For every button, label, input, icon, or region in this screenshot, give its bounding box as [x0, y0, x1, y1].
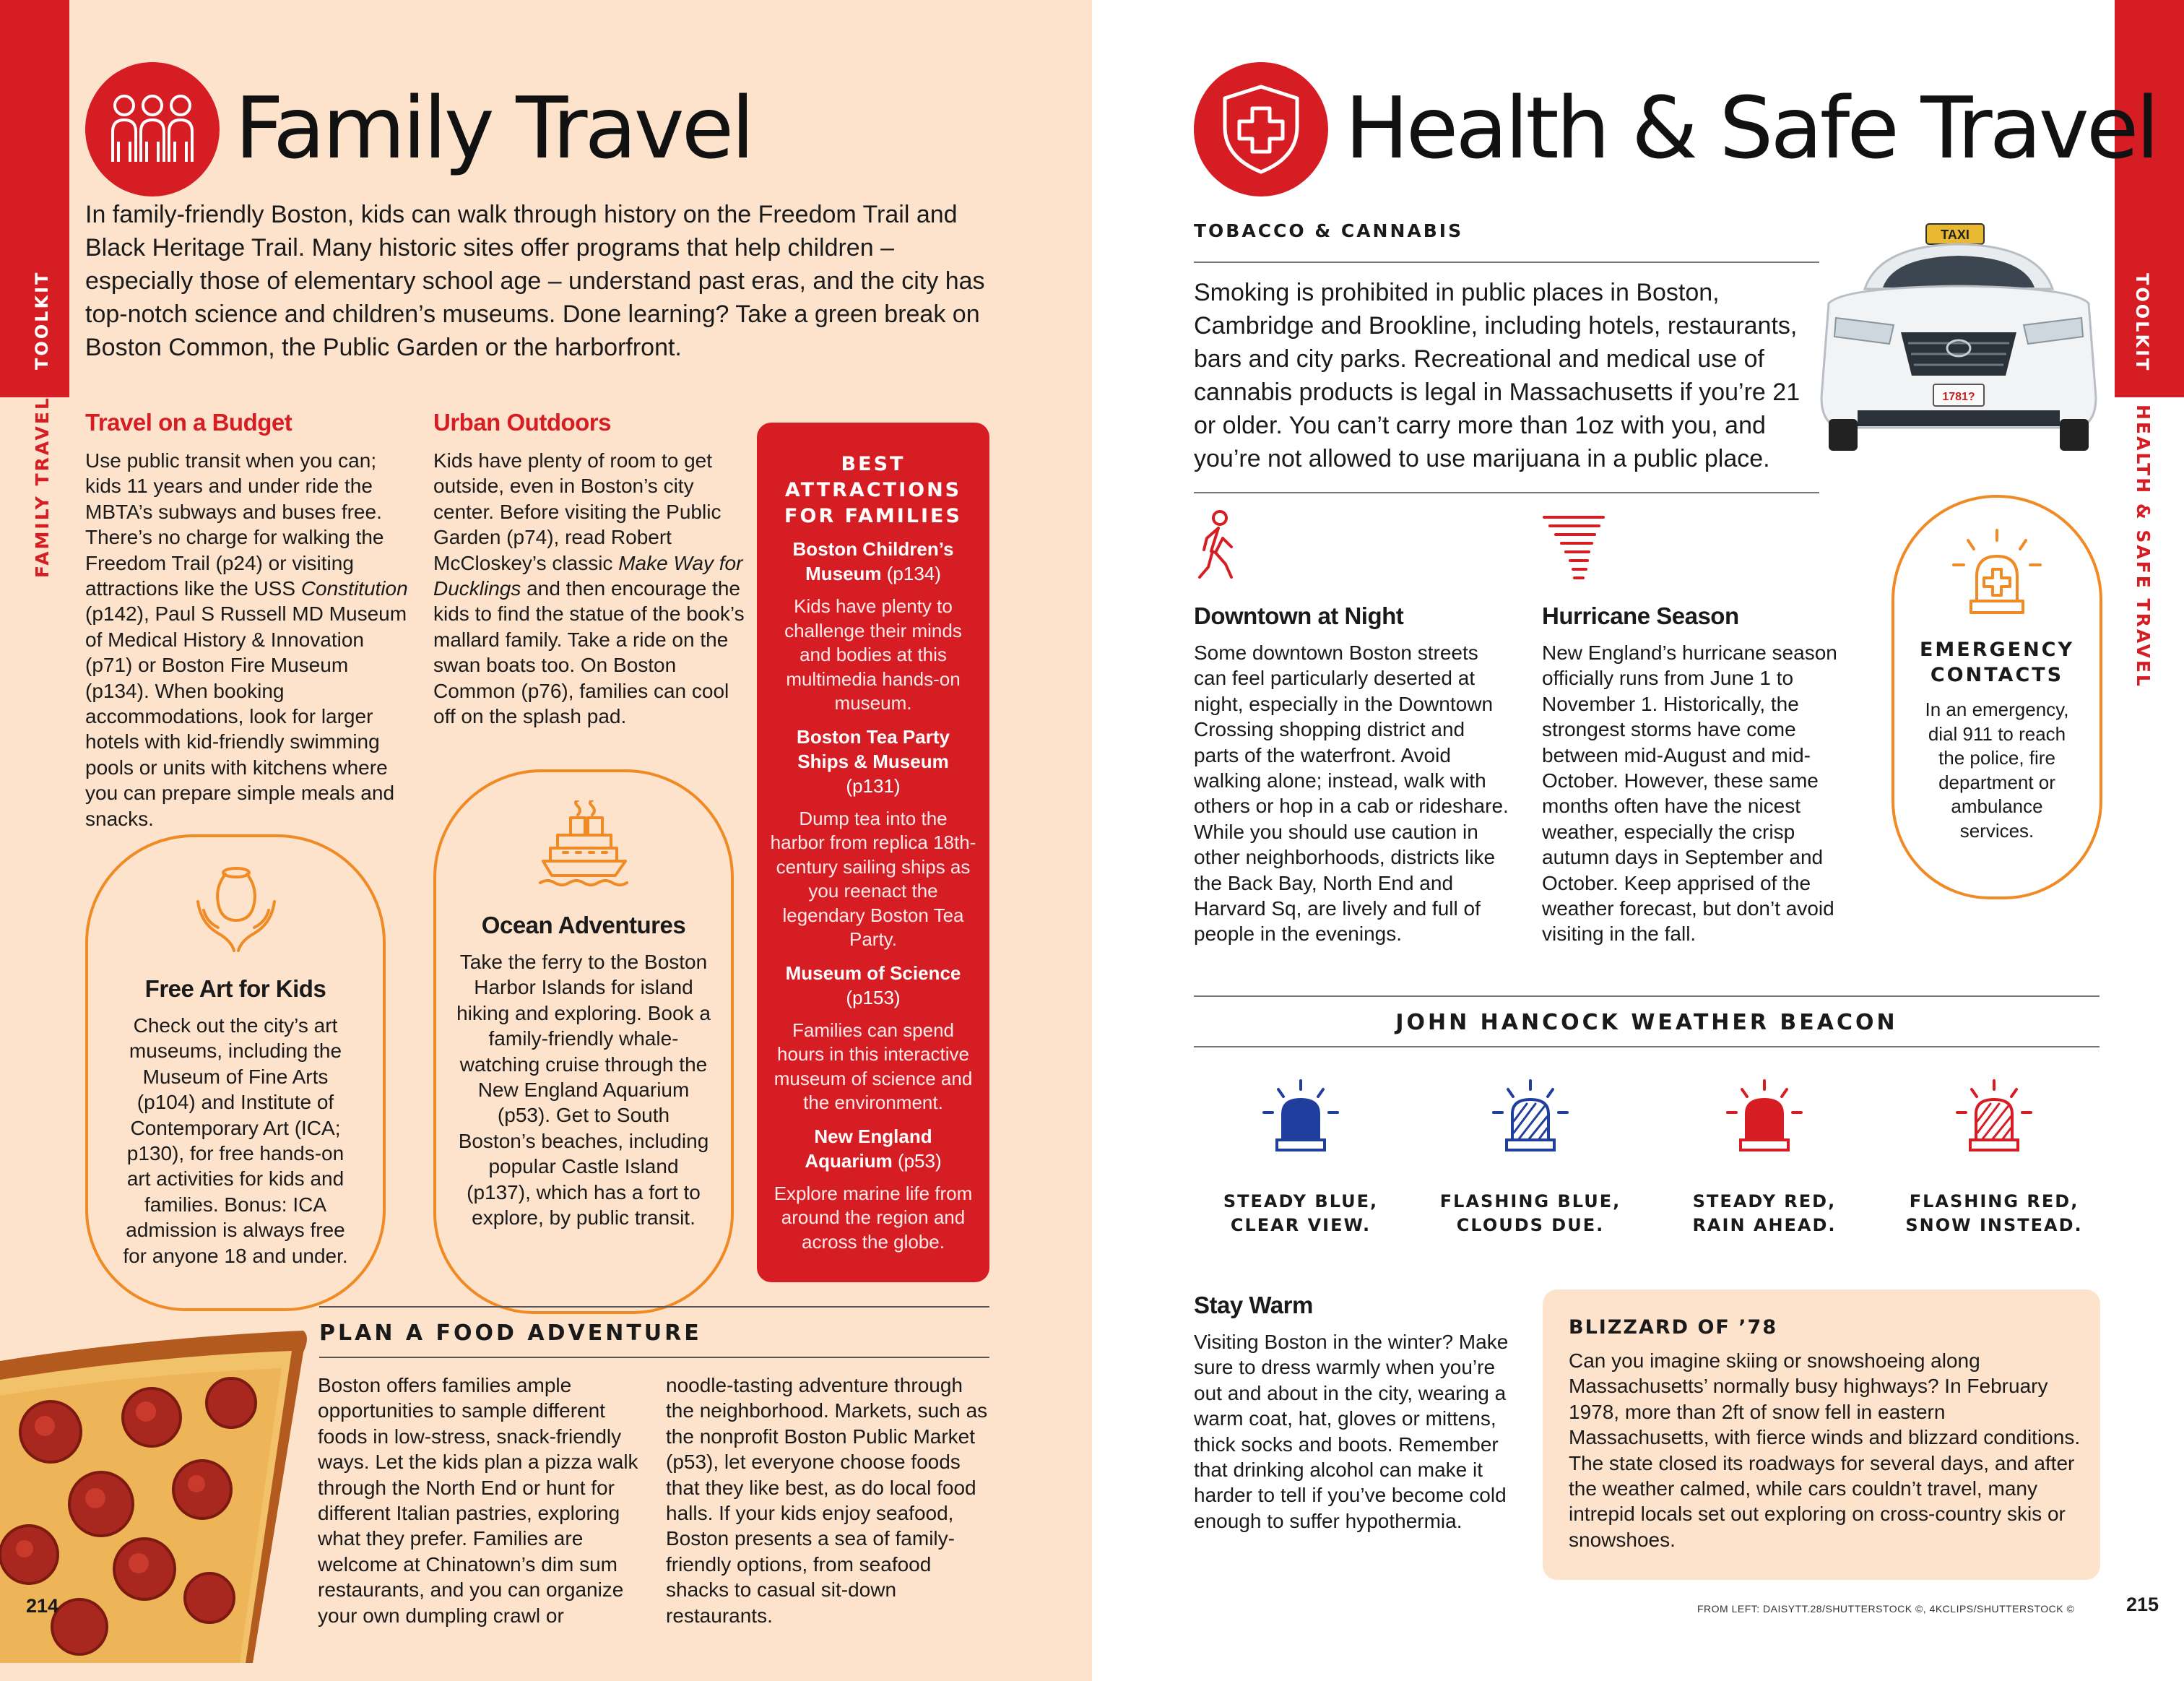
taxi-image — [1814, 217, 2103, 459]
tornado-icon — [1541, 513, 1606, 589]
steady-blue-beacon-icon — [1261, 1078, 1340, 1161]
left-tab-label: TOOLKIT — [32, 270, 52, 370]
attraction-name: Museum of Science (p153) — [785, 962, 961, 1008]
right-side-tab — [2115, 0, 2184, 1681]
beacon-top-rule — [1194, 995, 2100, 997]
outdoors-body: Kids have plenty of room to get outside, even in Boston’s city center. Before visiting the Public Garden (p74), read Robert McCloskey’s classic Make Way for Ducklings and then encourage the kids to find the statue of the book’s mallard family. Take a ride on the swan boats too. On Boston Common (p76), families can cool off on the splash pad. — [433, 449, 745, 728]
attraction-name: Boston Children’s Museum (p134) — [792, 538, 954, 584]
beacon-label-flashing-red: FLASHING RED, SNOW INSTEAD. — [1905, 1191, 2083, 1235]
attraction-name: New England Aquarium (p53) — [805, 1125, 942, 1172]
free-art-heading: Free Art for Kids — [144, 975, 326, 1002]
taxi-plate-text: 1781? — [1942, 391, 1975, 403]
food-col-2: noodle-tasting adventure through the neighborhood. Markets, such as the nonprofit Boston Public Market (p53), let everyone choose foods that they like best, as do local food halls. If your kids enjoy seafood, Boston presents a sea of family-friendly options, from seafood shacks to casual sit-down restaurants. — [666, 1374, 988, 1627]
beacon-label-steady-blue: STEADY BLUE, CLEAR VIEW. — [1223, 1191, 1379, 1235]
left-side-label: FAMILY TRAVEL — [32, 396, 53, 578]
page-number-right: 215 — [2126, 1594, 2159, 1615]
tobacco-bottom-rule — [1194, 492, 1819, 493]
night-heading: Downtown at Night — [1194, 602, 1404, 629]
attraction-name: Boston Tea Party Ships & Museum (p131) — [797, 725, 950, 797]
hurricane-heading: Hurricane Season — [1542, 602, 1739, 629]
budget-heading: Travel on a Budget — [85, 409, 292, 436]
family-icon — [85, 62, 220, 196]
steady-red-beacon-icon — [1725, 1078, 1804, 1161]
attraction-desc: Dump tea into the harbor from replica 18th-century sailing ships as you reenact the legendary Boston Tea Party. — [770, 807, 976, 950]
free-art-body: Check out the city’s art museums, including the Museum of Fine Arts (p104) and Institute of Contemporary Art (ICA; p130), for free hands-on art activities for kids and families. Bonus: ICA admission is always free for anyone 18 and under. — [123, 1014, 348, 1267]
right-tab-label: TOOLKIT — [2132, 273, 2152, 373]
ferry-icon — [537, 800, 630, 891]
tobacco-heading: TOBACCO & CANNABIS — [1194, 220, 1464, 241]
best-attractions-heading: BEST ATTRACTIONS FOR FAMILIES — [784, 453, 962, 527]
family-intro: In family-friendly Boston, kids can walk through history on the Freedom Trail and Black Heritage Trail. Many historic sites offer programs that help children – especially those of elementary school age – understand past eras, and the city has top-notch science and children’s museums. Done learning? Take a green break on Boston Common, the Public Garden or the harborfront. — [85, 201, 985, 361]
warm-heading: Stay Warm — [1194, 1292, 1313, 1318]
attraction-desc: Kids have plenty to challenge their minds and bodies at this multimedia hands-on museum. — [784, 595, 962, 714]
shield-cross-icon — [1194, 62, 1328, 196]
food-top-rule — [319, 1306, 989, 1308]
food-heading: PLAN A FOOD ADVENTURE — [319, 1321, 702, 1346]
page-title-family-travel: Family Travel — [235, 78, 752, 178]
beacon-label-flashing-blue: FLASHING BLUE, CLOUDS DUE. — [1439, 1191, 1621, 1235]
blizzard-heading: BLIZZARD OF ’78 — [1569, 1316, 1778, 1339]
siren-cross-icon — [1946, 527, 2048, 625]
budget-body: Use public transit when you can; kids 11 years and under ride the MBTA’s subways and buses free. There’s no charge for walking the Freedom Trail (p24) or visiting attractions like the USS Constitution (p142), Paul S Russell MD Museum of Medical History & Innovation (p71) or Boston Fire Museum (p134). When booking accommodations, look for larger hotels with kid-friendly swimming pools or units with kitchens where you can prepare simple meals and snacks. — [85, 449, 408, 830]
hands-vase-icon — [189, 860, 283, 957]
emergency-heading: EMERGENCY CONTACTS — [1919, 639, 2075, 686]
hurricane-body: New England’s hurricane season officially runs from June 1 to November 1. Historically, the strongest storms have come between mid-August and mid-October. However, these same months often have the nicest weather, especially the crisp autumn days in September and October. Keep apprised of the weather forecast, but don’t avoid visiting in the fall. — [1542, 641, 1837, 946]
attraction-desc: Families can spend hours in this interactive museum of science and the environment. — [774, 1019, 973, 1113]
flashing-blue-beacon-icon — [1491, 1078, 1570, 1161]
ocean-heading: Ocean Adventures — [481, 912, 686, 938]
night-body: Some downtown Boston streets can feel particularly deserted at night, especially in the Downtown Crossing shopping district and parts of the waterfront. Avoid walking alone; instead, walk with others or hop in a cab or rideshare. While you should use caution in other neighborhoods, districts like the Back Bay, North End and Harvard Sq, are lively and full of people in the evenings. — [1194, 641, 1509, 946]
food-col-1: Boston offers families ample opportunities to sample different foods in low-stress, snack-friendly ways. Let the kids plan a pizza walk through the North End or hunt for different Italian pastries, exploring what they prefer. Families are welcome at Chinatown’s dim sum restaurants, and you can organize your own dumpling crawl or — [318, 1374, 638, 1627]
tobacco-body: Smoking is prohibited in public places in Boston, Cambridge and Brookline, including hotels, restaurants, bars and city parks. Recreational and medical use of cannabis products is legal in Massachusetts if you’re 21 or older. You can’t carry more than 1oz with you, and you’re not allowed to use marijuana in a public place. — [1194, 279, 1800, 472]
taxi-sign-text: TAXI — [1941, 228, 1970, 242]
outdoors-heading: Urban Outdoors — [433, 409, 611, 436]
page-title-health-safe-travel: Health & Safe Travel — [1345, 78, 2157, 178]
tobacco-top-rule — [1194, 262, 1819, 263]
beacon-heading: JOHN HANCOCK WEATHER BEACON — [1395, 1010, 1898, 1035]
emergency-body: In an emergency, dial 911 to reach the police, fire department or ambulance services. — [1925, 699, 2069, 842]
page-number-left: 214 — [26, 1595, 59, 1617]
food-bottom-rule — [319, 1357, 989, 1358]
beacon-bottom-rule — [1194, 1046, 2100, 1047]
ocean-body: Take the ferry to the Boston Harbor Islands for island hiking and exploring. Book a family-friendly whale-watching cruise through the New England Aquarium (p53). Get to South Boston’s beaches, including popular Castle Island (p137), which has a fort to explore, by public transit. — [456, 951, 711, 1230]
attraction-desc: Explore marine life from around the region and across the globe. — [774, 1182, 973, 1253]
flashing-red-beacon-icon — [1954, 1078, 2034, 1161]
right-side-label: HEALTH & SAFE TRAVEL — [2133, 405, 2154, 688]
warm-body: Visiting Boston in the winter? Make sure to dress warmly when you’re out and about in the city, wearing a warm coat, hat, gloves or mittens, thick socks and boots. Remember that drinking alcohol can make it harder to tell if you’ve become cold enough to suffer hypothermia. — [1194, 1331, 1509, 1532]
beacon-label-steady-red: STEADY RED, RAIN AHEAD. — [1692, 1191, 1837, 1235]
best-attractions-box — [757, 423, 989, 1282]
walking-person-icon — [1194, 509, 1244, 585]
photo-credit: FROM LEFT: DAISYTT.28/SHUTTERSTOCK ©, 4KCLIPS/SHUTTERSTOCK © — [1697, 1603, 2075, 1615]
right-page — [1092, 0, 2184, 1681]
blizzard-body: Can you imagine skiing or snowshoeing along Massachusetts’ normally busy highways? In February 1978, more than 2ft of snow fell in eastern Massachusetts, with fierce winds and blizzard conditions. The state closed its roadways for several days, and after the weather calmed, while cars couldn’t travel, many intrepid locals set out exploring on cross-country skis or snowshoes. — [1569, 1349, 2081, 1551]
